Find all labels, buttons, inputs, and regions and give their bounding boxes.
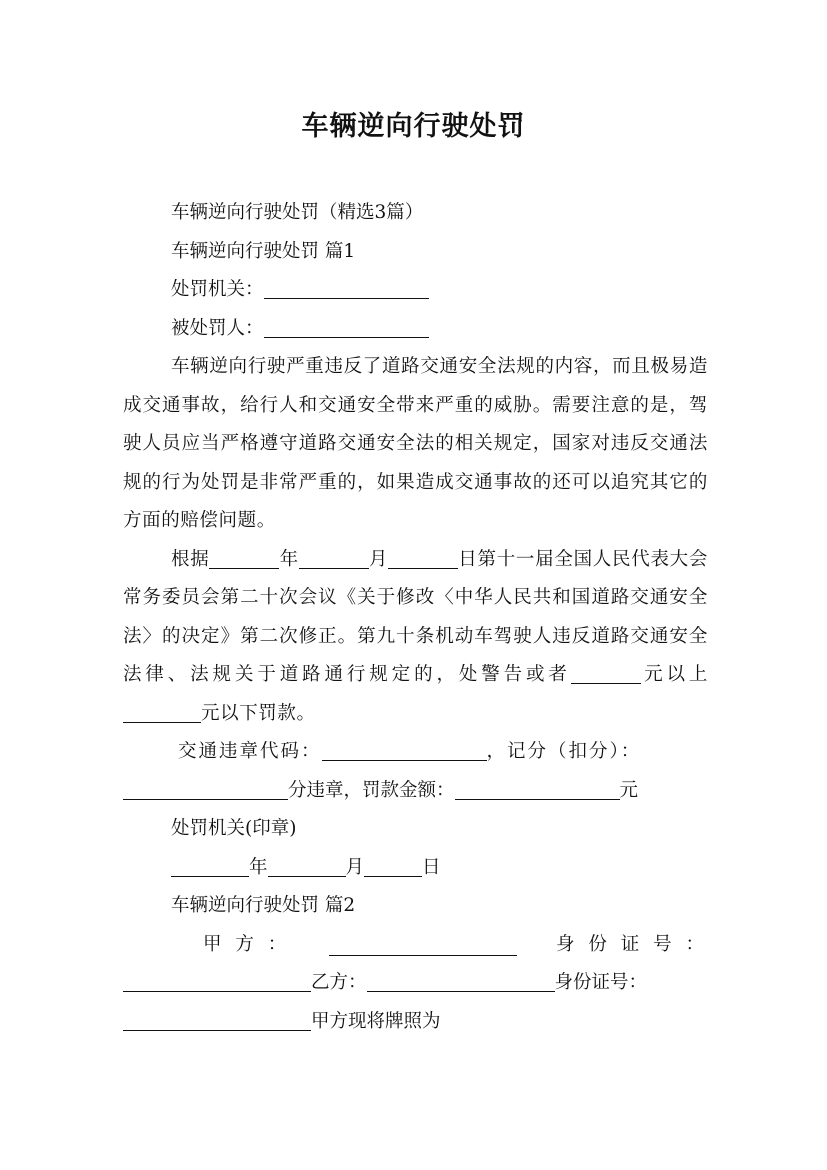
document-title: 车辆逆向行驶处罚 — [301, 111, 526, 142]
authority-blank — [264, 276, 429, 299]
amount-blank — [455, 777, 620, 800]
party-b-id-blank — [123, 1008, 311, 1031]
party-a-id-label: 身 份 证 号 ： — [555, 933, 708, 955]
party-a-label: 甲 方 ： — [203, 933, 291, 955]
date-year-blank — [171, 854, 249, 877]
paragraph-1: 车辆逆向行驶严重违反了道路交通安全法规的内容，而且极易造成交通事故，给行人和交通安全带来严重的威胁。需要注意的是，驾驶人员应当严格遵守道路交通安全法的相关规定，国家对违反交通法规的行为处罚是非常严重的，如果造成交通事故的还可以追究其它的方面的赔偿问题。 — [123, 356, 708, 531]
violation-code-line — [123, 733, 708, 772]
party-b-line — [123, 964, 708, 1003]
party-a-id-blank — [123, 969, 311, 992]
stamp-label: 处罚机关(印章) — [171, 818, 297, 839]
document-heading: 车辆逆向行驶处罚（精选3篇） — [171, 202, 424, 223]
points-suffix: 分违章，罚款金额： — [288, 779, 455, 801]
person-blank — [264, 315, 429, 338]
authority-line — [123, 271, 708, 310]
party-b-id-label: 身份证号： — [554, 972, 648, 993]
date-line — [123, 849, 708, 888]
day-blank — [388, 546, 458, 569]
fine-min-blank — [571, 661, 641, 684]
authority-label: 处罚机关： — [171, 279, 264, 300]
amount-suffix: 元 — [619, 779, 639, 801]
year-blank — [209, 546, 279, 569]
party-b-label: 乙方： — [311, 972, 367, 993]
month-blank — [299, 546, 369, 569]
points-line — [123, 772, 708, 811]
part1-label: 车辆逆向行驶处罚 篇1 — [171, 240, 356, 262]
violation-code-label: 交通违章代码： — [178, 741, 322, 762]
person-label: 被处罚人： — [171, 317, 264, 339]
fine-max-label: 元以下罚款。 — [201, 702, 316, 724]
fine-max-blank — [123, 700, 201, 723]
paragraph-2-start: 根据 — [171, 548, 210, 570]
person-line — [123, 310, 708, 349]
points-blank — [123, 777, 288, 800]
year-label: 年 — [279, 548, 299, 570]
paragraph-2 — [123, 541, 708, 734]
date-day-label: 日 — [422, 856, 441, 878]
tail-line — [123, 1003, 708, 1042]
fine-min-label: 元以上 — [640, 664, 708, 685]
paragraph-2-body: 日第十一届全国人民代表大会常务委员会第二十次会议《关于修改〈中华人民共和国道路交通安全法〉的决定》第二次修正。第九十条机动车驾驶人违反道路交通安全法律、法规关于道路通行规定的，处警告或者 — [123, 548, 708, 685]
party-a-line — [123, 926, 708, 965]
part2-label: 车辆逆向行驶处罚 篇2 — [171, 895, 356, 916]
date-day-blank — [364, 854, 422, 877]
date-month-label: 月 — [345, 856, 365, 878]
party-a-blank — [329, 933, 517, 956]
points-label: ，记分（扣分）： — [486, 741, 642, 762]
party-b-blank — [367, 969, 555, 992]
date-year-label: 年 — [249, 856, 268, 878]
date-month-blank — [268, 854, 346, 877]
violation-code-blank — [322, 738, 487, 761]
month-label: 月 — [368, 548, 389, 570]
document-body — [123, 194, 708, 1041]
tail-text: 甲方现将牌照为 — [311, 1010, 441, 1032]
